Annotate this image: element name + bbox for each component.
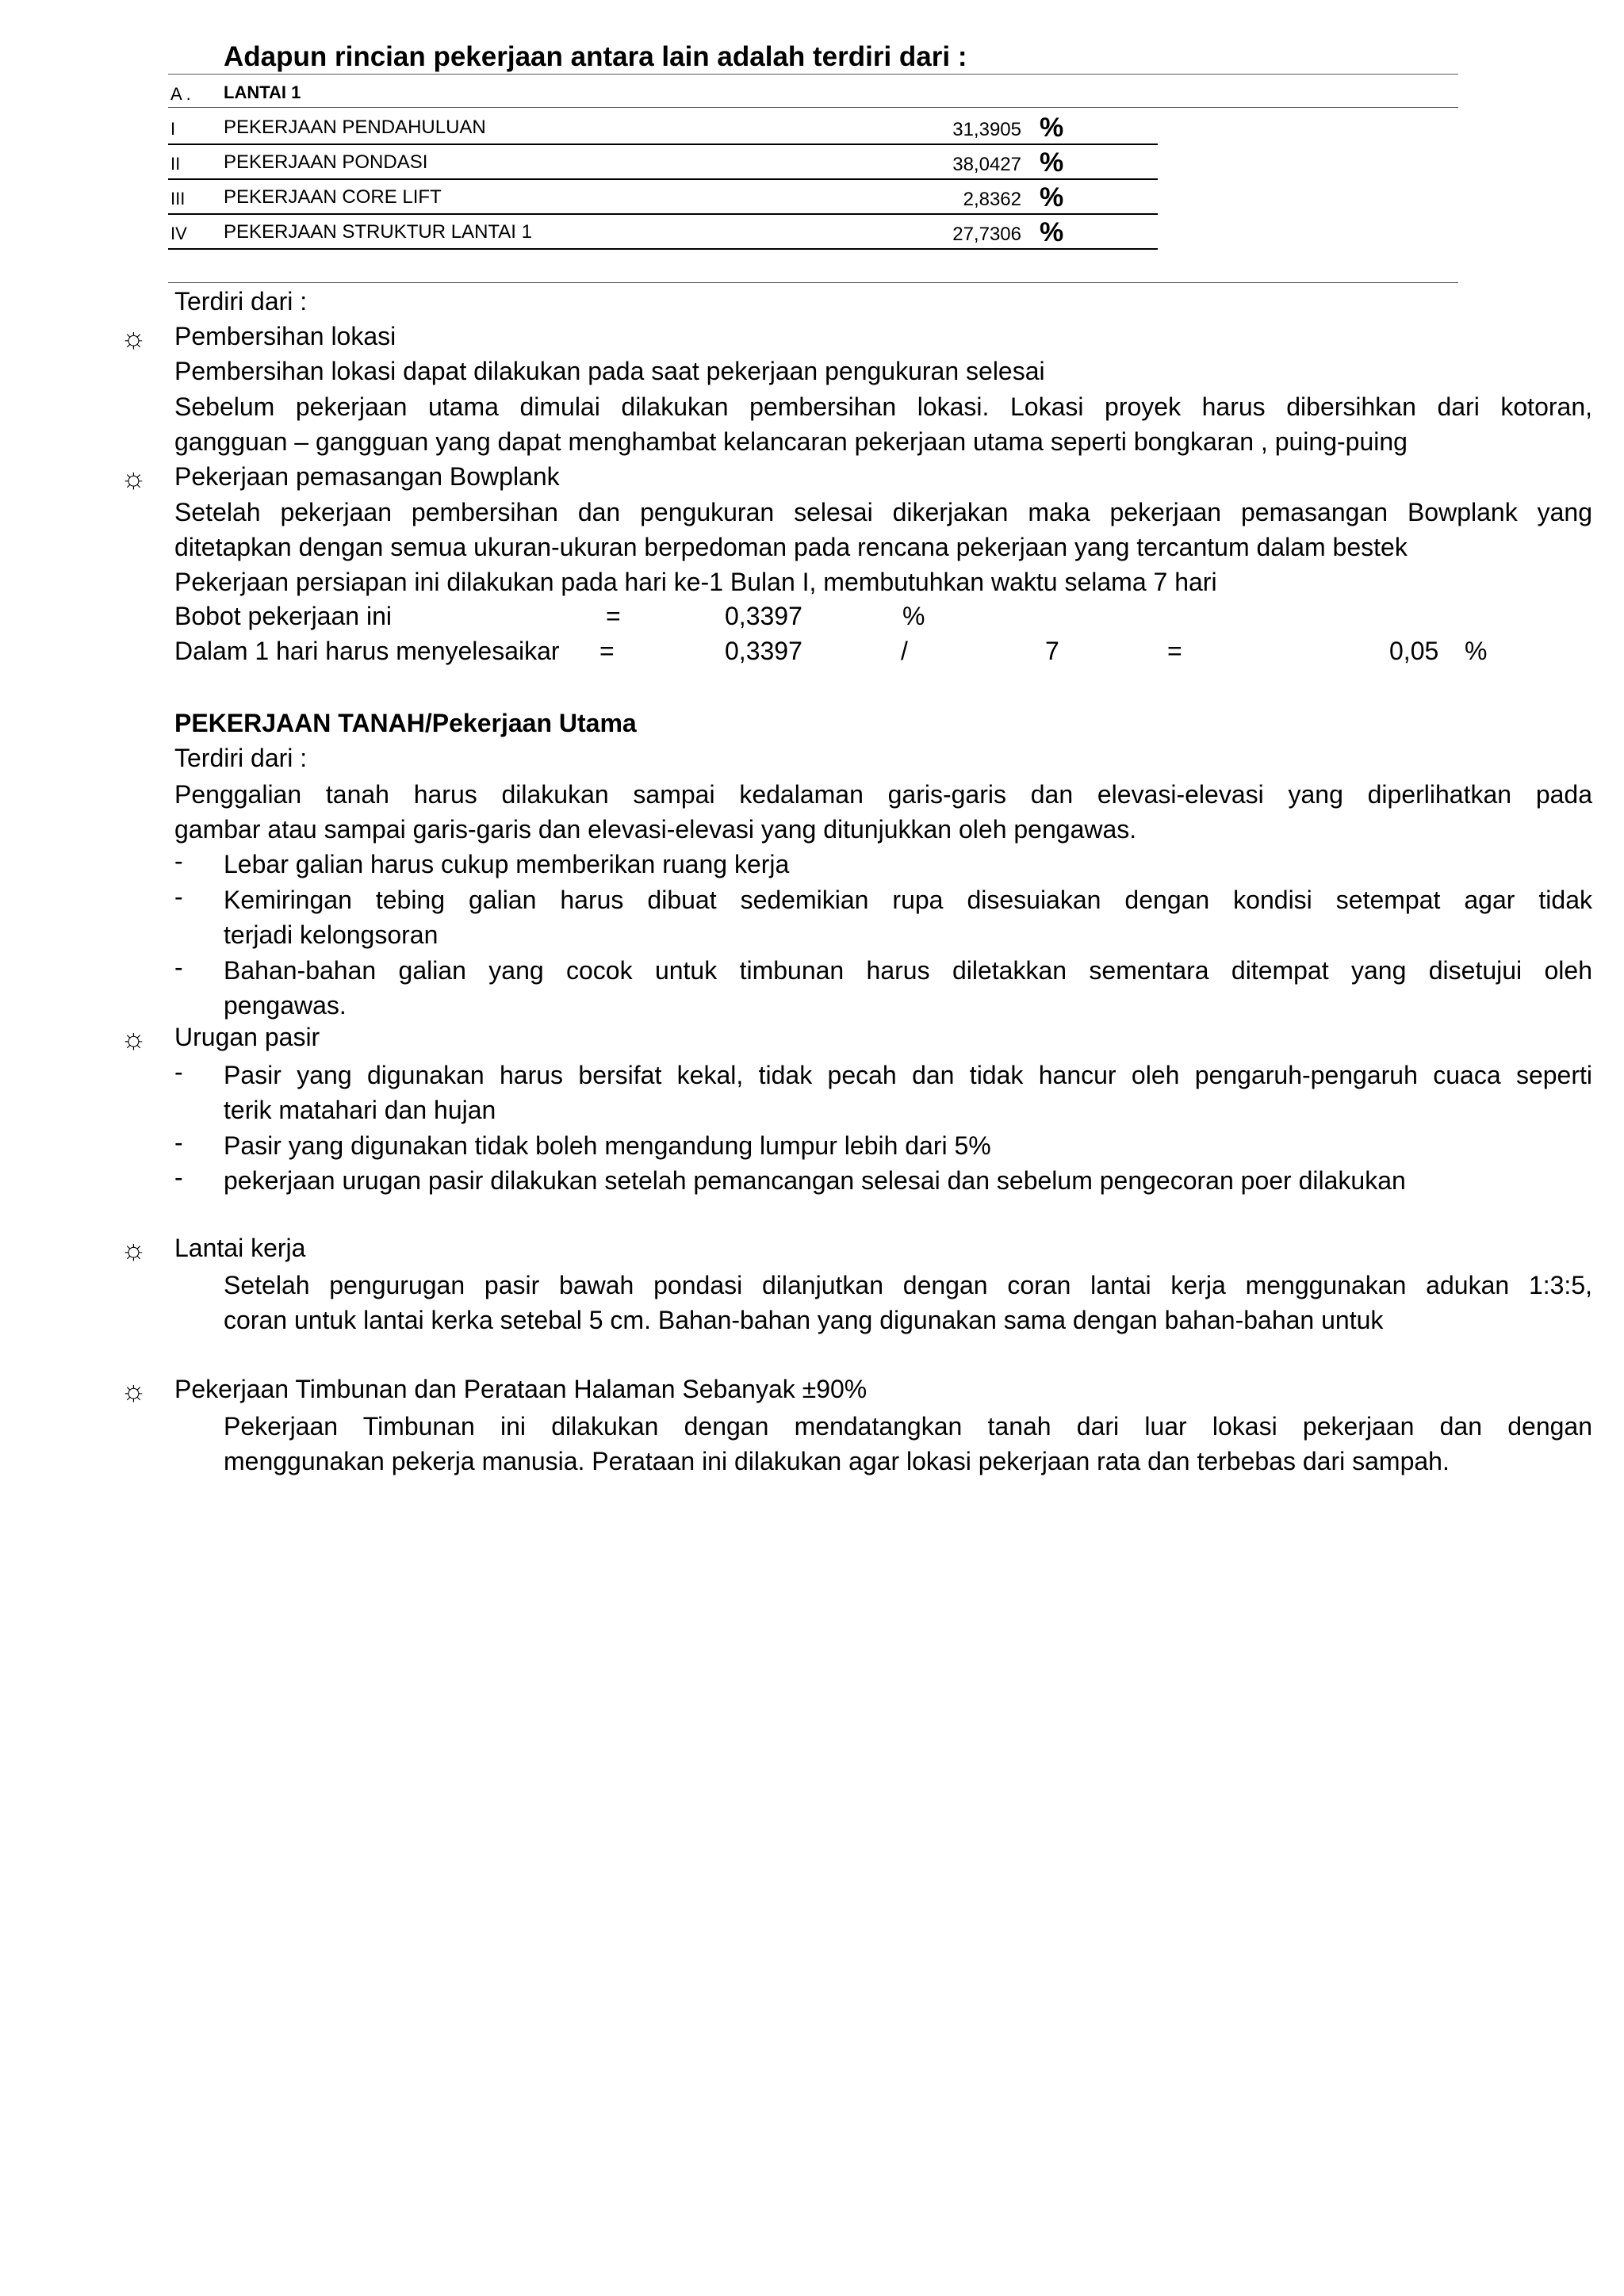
row-value: 38,0427 <box>952 154 1021 175</box>
table-row-line <box>168 213 1158 215</box>
row-label: PEKERJAAN PONDASI <box>224 151 428 173</box>
table-section-num: A . <box>170 84 191 104</box>
row-unit: % <box>1040 182 1064 212</box>
row-num: IV <box>170 224 187 243</box>
row-value: 31,3905 <box>952 119 1021 140</box>
dash-bullet: - <box>174 1128 183 1157</box>
row-value: 27,7306 <box>952 224 1021 245</box>
list-item-cont: pengawas. <box>224 991 347 1020</box>
table-row-line <box>168 144 1158 145</box>
subheading-terdiri: Terdiri dari : <box>174 287 308 316</box>
row-label: PEKERJAAN PENDAHULUAN <box>224 117 486 138</box>
bobot-value: 0,3397 <box>725 602 802 630</box>
page-heading: Adapun rincian pekerjaan antara lain adalah terdiri dari : <box>224 41 967 72</box>
dalam-div: / <box>901 637 908 665</box>
row-unit: % <box>1040 147 1064 178</box>
dalam-days: 7 <box>1045 637 1059 665</box>
paragraph-line: Pekerjaan persiapan ini dilakukan pada hari ke-1 Bulan I, membutuhkan waktu selama 7 hari <box>174 568 1217 596</box>
dalam-unit: % <box>1465 637 1488 665</box>
sun-bullet-icon: ☼ <box>121 1022 147 1054</box>
bobot-unit: % <box>902 602 925 630</box>
list-item: Pasir yang digunakan tidak boleh mengandung lumpur lebih dari 5% <box>224 1131 991 1160</box>
list-item: Kemiringan tebing galian harus dibuat sedemikian rupa disesuiakan dengan kondisi setempat agar tidak <box>224 886 1592 914</box>
paragraph-line: gambar atau sampai garis-garis dan elevasi-elevasi yang ditunjukkan oleh pengawas. <box>174 815 1137 844</box>
list-item-cont: terjadi kelongsoran <box>224 920 439 949</box>
paragraph-line: Setelah pengurugan pasir bawah pondasi dilanjutkan dengan coran lantai kerja menggunakan adukan 1:3:5, <box>224 1271 1592 1299</box>
list-item: Lebar galian harus cukup memberikan ruang kerja <box>224 850 790 878</box>
section-title: PEKERJAAN TANAH/Pekerjaan Utama <box>174 709 637 737</box>
paragraph-line: Pekerjaan Timbunan ini dilakukan dengan mendatangkan tanah dari luar lokasi pekerjaan dan dengan <box>224 1412 1592 1441</box>
table-row-line <box>168 248 1158 250</box>
dalam-eq: = <box>599 637 615 665</box>
sun-bullet-icon: ☼ <box>121 1233 147 1265</box>
row-unit: % <box>1040 113 1064 143</box>
dalam-value: 0,3397 <box>725 637 802 665</box>
dash-bullet: - <box>174 847 183 875</box>
dalam-result: 0,05 <box>1389 637 1439 665</box>
list-item-cont: terik matahari dan hujan <box>224 1096 496 1124</box>
paragraph-line: coran untuk lantai kerka setebal 5 cm. Bahan-bahan yang digunakan sama dengan bahan-bahan untuk <box>224 1306 1384 1334</box>
row-label: PEKERJAAN STRUKTUR LANTAI 1 <box>224 221 532 243</box>
item-title: Pekerjaan Timbunan dan Perataan Halaman Sebanyak ±90% <box>174 1375 868 1403</box>
paragraph-line: gangguan – gangguan yang dapat menghambat kelancaran pekerjaan utama seperti bongkaran , puing-puing <box>174 427 1408 456</box>
row-num: II <box>170 154 181 174</box>
paragraph-line: Setelah pekerjaan pembersihan dan pengukuran selesai dikerjakan maka pekerjaan pemasangan Bowplank yang <box>174 498 1592 526</box>
list-item: pekerjaan urugan pasir dilakukan setelah pemancangan selesai dan sebelum pengecoran poer dilakukan <box>224 1166 1406 1195</box>
dalam-eq2: = <box>1167 637 1182 665</box>
item-line: Pembersihan lokasi dapat dilakukan pada saat pekerjaan pengukuran selesai <box>174 357 1045 385</box>
sun-bullet-icon: ☼ <box>121 1374 147 1406</box>
dalam-label: Dalam 1 hari harus menyelesaikar <box>174 637 560 665</box>
table-top-line <box>168 74 1458 75</box>
table-section-line <box>168 107 1458 108</box>
paragraph-line: ditetapkan dengan semua ukuran-ukuran berpedoman pada rencana pekerjaan yang tercantum dalam bestek <box>174 533 1408 561</box>
dash-bullet: - <box>174 1163 183 1192</box>
dash-bullet: - <box>174 953 183 982</box>
dash-bullet: - <box>174 882 183 911</box>
item-title: Lantai kerja <box>174 1234 306 1262</box>
table-section-label: LANTAI 1 <box>224 82 301 102</box>
paragraph-line: menggunakan pekerja manusia. Perataan ini dilakukan agar lokasi pekerjaan rata dan terbebas dari sampah. <box>224 1447 1450 1475</box>
item-title: Pekerjaan pemasangan Bowplank <box>174 462 560 491</box>
table-row-line <box>168 178 1158 180</box>
paragraph-line: Penggalian tanah harus dilakukan sampai kedalaman garis-garis dan elevasi-elevasi yang diperlihatkan pada <box>174 780 1592 809</box>
table-bottom-line <box>168 282 1458 283</box>
sun-bullet-icon: ☼ <box>121 461 147 494</box>
row-num: I <box>170 119 176 139</box>
list-item: Bahan-bahan galian yang cocok untuk timbunan harus diletakkan sementara ditempat yang disetujui oleh <box>224 956 1592 985</box>
row-unit: % <box>1040 217 1064 247</box>
dash-bullet: - <box>174 1058 183 1086</box>
row-value: 2,8362 <box>963 189 1021 210</box>
bobot-eq: = <box>606 602 621 630</box>
bobot-label: Bobot pekerjaan ini <box>174 602 392 630</box>
sun-bullet-icon: ☼ <box>121 321 147 354</box>
list-item: Pasir yang digunakan harus bersifat kekal, tidak pecah dan tidak hancur oleh pengaruh-pengaruh cuaca seperti <box>224 1061 1592 1089</box>
item-title: Urugan pasir <box>174 1023 320 1051</box>
row-label: PEKERJAAN CORE LIFT <box>224 186 442 208</box>
item-title: Pembersihan lokasi <box>174 322 396 350</box>
paragraph-line: Sebelum pekerjaan utama dimulai dilakukan pembersihan lokasi. Lokasi proyek harus dibersihkan dari kotoran, <box>174 392 1592 421</box>
subheading-terdiri: Terdiri dari : <box>174 744 308 772</box>
row-num: III <box>170 189 186 209</box>
